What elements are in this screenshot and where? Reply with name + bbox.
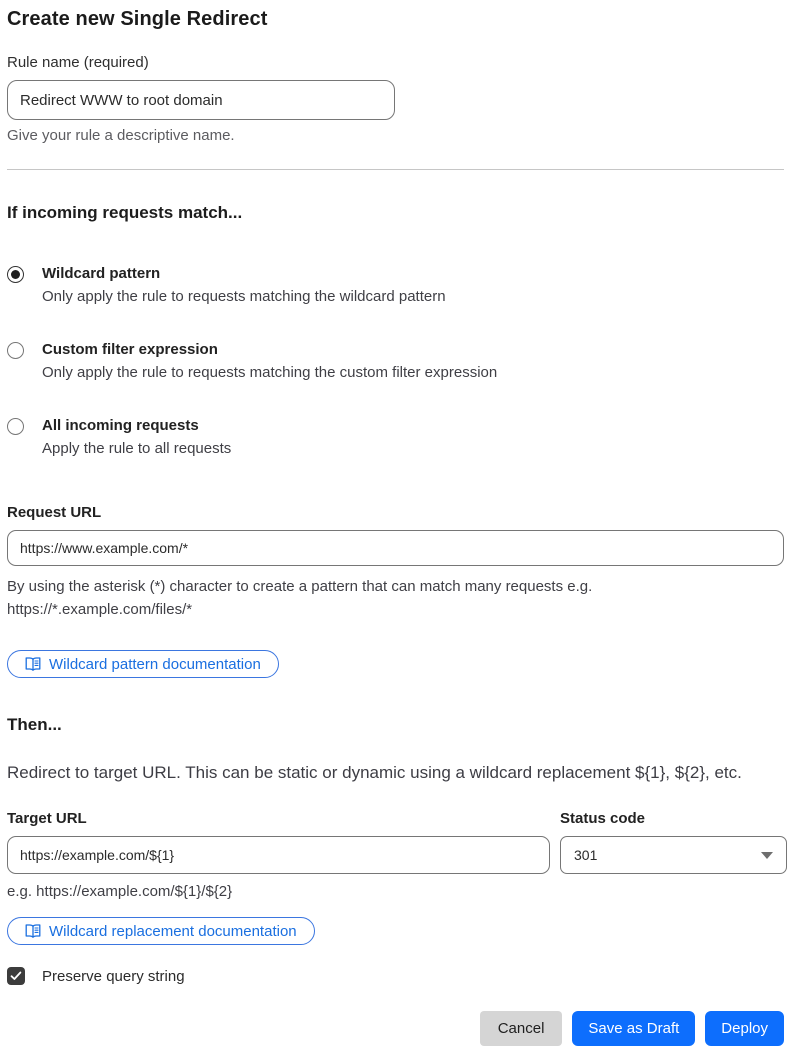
rule-name-field-group (7, 54, 784, 144)
target-url-input[interactable] (7, 836, 550, 874)
footer-actions (7, 1011, 784, 1046)
wildcard-pattern-docs-label: Wildcard pattern documentation (49, 655, 261, 673)
section-divider (7, 169, 784, 170)
status-code-label: Status code (560, 810, 646, 827)
wildcard-replacement-docs-button[interactable] (7, 917, 315, 945)
target-url-field-group (7, 810, 550, 874)
radio-option-description: Only apply the rule to requests matching the wildcard pattern (42, 288, 446, 305)
radio-option-text (42, 417, 231, 457)
open-book-icon (25, 657, 41, 671)
preserve-query-row[interactable] (7, 967, 784, 985)
radio-option-all-requests[interactable] (7, 417, 784, 457)
target-status-row (7, 810, 784, 874)
open-book-icon (25, 924, 41, 938)
save-as-draft-button[interactable]: Save as Draft (572, 1011, 695, 1046)
radio-option-text (42, 265, 446, 305)
radio-option-label: Custom filter expression (42, 341, 218, 358)
cancel-button[interactable]: Cancel (480, 1011, 563, 1046)
then-section-description: Redirect to target URL. This can be static or dynamic using a wildcard replacement ${1}, ${2}, etc. (7, 763, 742, 782)
wildcard-replacement-docs-label: Wildcard replacement documentation (49, 922, 297, 940)
page-title: Create new Single Redirect (7, 8, 268, 30)
radio-option-description: Only apply the rule to requests matching the custom filter expression (42, 364, 498, 381)
status-code-select[interactable] (560, 836, 787, 874)
radio-option-custom-filter[interactable] (7, 341, 784, 381)
target-url-label: Target URL (7, 810, 87, 827)
request-url-label: Request URL (7, 504, 102, 521)
request-url-field-group (7, 504, 784, 621)
rule-name-label: Rule name (required) (7, 54, 149, 71)
radio-unselected-icon[interactable] (7, 418, 24, 435)
preserve-query-label: Preserve query string (42, 967, 185, 985)
radio-option-text (42, 341, 497, 381)
wildcard-pattern-docs-button[interactable] (7, 650, 279, 678)
target-url-helper: e.g. https://example.com/${1}/${2} (7, 883, 233, 900)
radio-unselected-icon[interactable] (7, 342, 24, 359)
rule-name-helper: Give your rule a descriptive name. (7, 127, 235, 144)
request-url-helper-line2: https://*.example.com/files/* (7, 601, 193, 618)
caret-down-icon (761, 852, 773, 859)
request-url-helper-line1: By using the asterisk (*) character to create a pattern that can match many requests e.g. (7, 578, 593, 595)
deploy-button[interactable]: Deploy (705, 1011, 784, 1046)
radio-option-label: All incoming requests (42, 417, 199, 434)
status-code-field-group (560, 810, 787, 874)
radio-option-description: Apply the rule to all requests (42, 440, 232, 457)
rule-name-input[interactable] (7, 80, 395, 120)
checkbox-checked-icon[interactable] (7, 967, 25, 985)
match-section-heading: If incoming requests match... (7, 203, 243, 222)
request-url-helper (7, 575, 784, 621)
radio-selected-icon[interactable] (7, 266, 24, 283)
radio-option-wildcard-pattern[interactable] (7, 265, 784, 305)
radio-option-label: Wildcard pattern (42, 265, 161, 282)
status-code-value: 301 (574, 847, 598, 863)
request-url-input[interactable] (7, 530, 784, 566)
then-section-heading: Then... (7, 715, 62, 734)
